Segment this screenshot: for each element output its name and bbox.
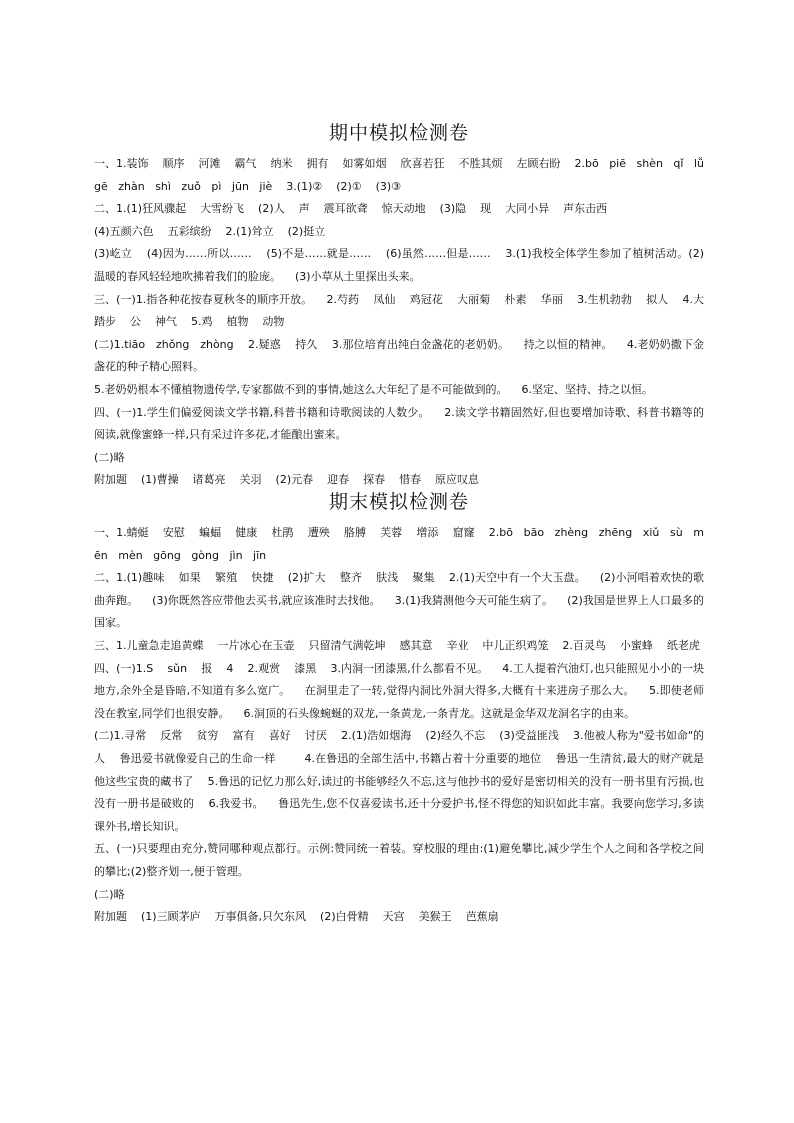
final-bonus: 附加题 (1)三顾茅庐 万事俱备,只欠东风 (2)白骨精 天宫 美猴王 芭蕉扇 bbox=[94, 910, 499, 924]
final-q4-part2: (二)1.寻常 反常 贫穷 富有 喜好 讨厌 2.(1)浩如烟海 (2)经久不忘 (3)受益匪浅 3.他被人称为"爱书如命"的人 鲁迅爱书就像爱自己的生命一样 4.在鲁迅的全部生活中,书籍占着十分重要的地位 鲁迅一生清贫,最大的财产就是他这些宝贵的藏书了 5.鲁迅的记忆力那么好,读过的书能够经久不忘,这与他抄书的爱好是密切相关的没有一册书里有污损,也没有一册书是破败的 6.我爱书。 鲁迅先生,您不仅喜爱读书,还十分爱护书,怪不得您的知识如此丰富。我要向您学习,多读课外书,增长知识。 bbox=[94, 729, 704, 833]
midterm-q4-part1: 四、(一)1.学生们偏爱阅读文学书籍,科普书籍和诗歌阅读的人数少。 2.读文学书籍固然好,但也要增加诗歌、科普书籍等的阅读,就像蜜蜂一样,只有采过许多花,才能酿出蜜来。 bbox=[94, 405, 704, 442]
final-title: 期末模拟检测卷 bbox=[328, 491, 469, 513]
midterm-title: 期中模拟检测卷 bbox=[328, 122, 469, 144]
midterm-q4-part2: (二)略 bbox=[94, 450, 125, 464]
final-q5-part2: (二)略 bbox=[94, 887, 125, 901]
final-q1: 一、1.蜻蜓 安慰 蝙蝠 健康 杜鹃 遭殃 胳膊 芙蓉 增添 窟窿 2.bō bāo zhèng zhēng xiǔ sù mēn mèn gōng gòng jìn jīn bbox=[94, 526, 704, 562]
final-q4-part1: 四、(一)1.S sǔn 报 4 2.观赏 漆黑 3.内洞一团漆黑,什么都看不见。 4.工人提着汽油灯,也只能照见小小的一块地方,余外全是昏暗,不知道有多么宽广。 在洞里走了一转,觉得内洞比外洞大得多,大概有十来进房子那么大。 5.即使老师没在教室,同学们也很安静。 6.洞顶的石头像蜿蜒的双龙,一条黄龙,一条青龙。这就是金华双龙洞名字的由来。 bbox=[94, 661, 704, 720]
midterm-bonus: 附加题 (1)曹操 诸葛亮 关羽 (2)元春 迎春 探春 惜春 原应叹息 bbox=[94, 473, 480, 487]
final-section bbox=[94, 489, 704, 929]
midterm-section bbox=[94, 120, 715, 492]
midterm-q2-line2: (4)五颜六色 五彩缤纷 2.(1)耸立 (2)挺立 bbox=[94, 224, 326, 238]
final-q2: 二、1.(1)趣味 如果 繁殖 快捷 (2)扩大 整齐 肤浅 聚集 2.(1)天空中有一个大玉盘。 (2)小河唱着欢快的歌曲奔跑。 (3)你既然答应带他去买书,就应该准时去找他。 3.(1)我猜测他今天可能生病了。 (2)我国是世界上人口最多的国家。 bbox=[94, 571, 704, 630]
midterm-q3-part1: 三、(一)1.指各种花按春夏秋冬的顺序开放。 2.芍药 凤仙 鸡冠花 大丽菊 朴素 华丽 3.生机勃勃 拟人 4.大踏步 公 神气 5.鸡 植物 动物 bbox=[94, 292, 704, 329]
midterm-q3-part3: 5.老奶奶根本不懂植物遗传学,专家都做不到的事情,她这么大年纪了是不可能做到的。 6.坚定、坚持、持之以恒。 bbox=[94, 382, 653, 396]
midterm-q2-line3: (3)屹立 (4)因为……所以…… (5)不是……就是…… (6)虽然……但是…… 3.(1)我校全体学生参加了植树活动。(2)温暖的春风轻轻地吹拂着我们的脸庞。 (3)小草从土里探出头来。 bbox=[94, 247, 704, 283]
midterm-q1: 一、1.装饰 顺序 河滩 霸气 纳米 拥有 如雾如烟 欣喜若狂 不胜其烦 左顾右盼 2.bō piē shèn qǐ lǚ gē zhàn shì zuǒ pì jūn jiè 3.(1)② (2)① (3)③ bbox=[94, 157, 715, 193]
midterm-q2-line1: 二、1.(1)狂风骤起 大雪纷飞 (2)人 声 震耳欲聋 惊天动地 (3)隐 现 大同小异 声东击西 bbox=[94, 202, 608, 216]
midterm-q3-part2: (二)1.tiāo zhǒng zhòng 2.疑惑 持久 3.那位培育出纯白金盏花的老奶奶。 持之以恒的精神。 4.老奶奶撒下金盏花的种子精心照料。 bbox=[94, 337, 704, 374]
final-q3: 三、1.儿童急走追黄蝶 一片冰心在玉壶 只留清气满乾坤 感其意 辛业 中儿正织鸡笼 2.百灵鸟 小蜜蜂 纸老虎 bbox=[94, 638, 700, 652]
final-q5-part1: 五、(一)只要理由充分,赞同哪种观点都行。示例:赞同统一着装。穿校服的理由:(1)避免攀比,减少学生个人之间和各学校之间的攀比;(2)整齐划一,便于管理。 bbox=[94, 842, 704, 878]
